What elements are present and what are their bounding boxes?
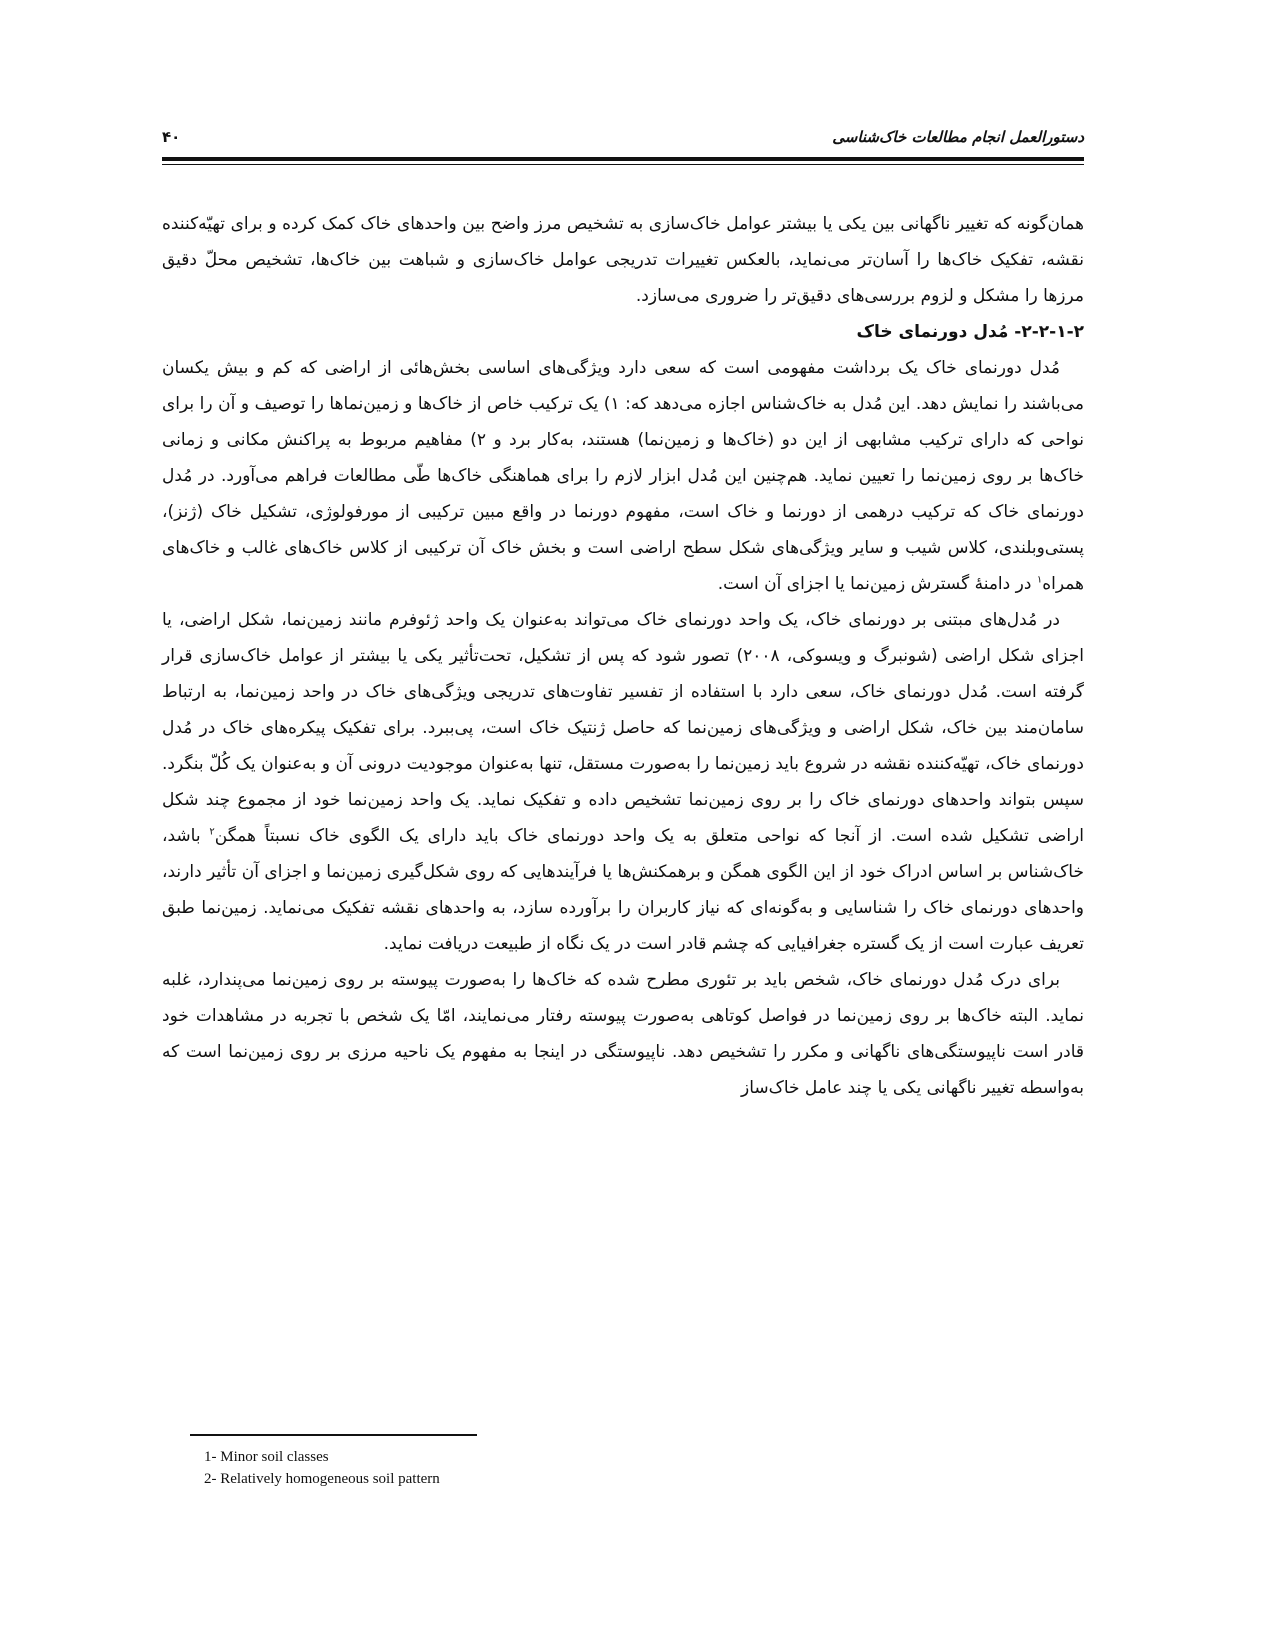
paragraph-4: برای درک مُدل دورنمای خاک، شخص باید بر تئوری مطرح شده که خاک‌ها را به‌صورت پیوسته بر روی زمین‌نما می‌پندارد، غلبه نماید. البته خاک‌ها بر روی زمین‌نما در فواصل کوتاهی به‌صورت پیوسته رفتار می‌نمایند، امّا یک شخص با تجربه در مشاهدات خود قادر است ناپیوستگی‌های ناگهانی و مکرر را تشخیص دهد. ناپیوستگی در اینجا به مفهوم یک ناحیه مرزی بر روی زمین‌نما است که به‌واسطه تغییر ناگهانی یکی یا چند عامل خاک‌ساز bbox=[162, 970, 1084, 1098]
footnote-1: 1- Minor soil classes bbox=[204, 1449, 329, 1465]
paragraph-2 bbox=[162, 350, 1084, 602]
footnotes bbox=[204, 1446, 440, 1490]
footnote-ref-2: ۲ bbox=[209, 826, 215, 838]
paragraph-2-text-b: در دامنهٔ گسترش زمین‌نما یا اجزای آن است. bbox=[717, 574, 1037, 594]
paragraph-3 bbox=[162, 602, 1084, 962]
paragraph-3-text-a: در مُدل‌های مبتنی بر دورنمای خاک، یک واحد دورنمای خاک می‌تواند به‌عنوان یک واحد ژئوفرم مانند زمین‌نما، شکل اراضی، یا اجزای شکل اراضی (شونبرگ و ویسوکی، ۲۰۰۸) تصور شود که پس از تشکیل، تحت‌تأثیر یکی یا بیشتر از عوامل خاک‌سازی قرار گرفته است. مُدل دورنمای خاک، سعی دارد با استفاده از تفسیر تفاوت‌های تدریجی ویژگی‌های خاک در واحد زمین‌نما، به ارتباط سامان‌مند بین خاک، شکل اراضی و ویژگی‌های زمین‌نما که حاصل ژنتیک خاک است، پی‌ببرد. برای تفکیک پیکره‌های خاک در مُدل دورنمای خاک، تهیّه‌کننده نقشه در شروع باید زمین‌نما را به‌صورت مستقل، تنها به‌عنوان موجودیت درونی آن و به‌عنوان یک کُلّ بنگرد. سپس بتواند واحدهای دورنمای خاک را بر روی زمین‌نما تشخیص داده و تفکیک نماید. یک واحد زمین‌نما خود از مجموع چند شکل اراضی تشکیل شده است. از آنجا که نواحی متعلق به یک واحد دورنمای خاک باید دارای یک الگوی خاک نسبتاً همگن bbox=[162, 610, 1084, 846]
header-rule-thin bbox=[162, 164, 1084, 165]
footnote-ref-1: ۱ bbox=[1036, 574, 1043, 586]
page-body bbox=[162, 206, 1084, 1106]
page-number: ۴۰ bbox=[162, 128, 181, 146]
page-header bbox=[162, 122, 1084, 152]
footnote-2: 2- Relatively homogeneous soil pattern bbox=[204, 1471, 440, 1487]
book-title: دستورالعمل انجام مطالعات خاک‌شناسی bbox=[832, 128, 1084, 146]
footnote-separator bbox=[190, 1434, 477, 1436]
section-heading: ۲-۲-۱-۲- مُدل دورنمای خاک bbox=[856, 322, 1084, 342]
paragraph-3-text-b: باشد، خاک‌شناس بر اساس ادراک خود از این الگوی همگن و برهمکنش‌ها یا فرآیندهایی که روی شکل‌گیری زمین‌نما و اجزای آن تأثیر دارند، واحدهای دورنمای خاک را شناسایی و به‌گونه‌ای که نیاز کاربران را برآورده سازد، به واحدهای نقشه تفکیک می‌نماید. زمین‌نما طبق تعریف عبارت است از یک گستره جغرافیایی که چشم قادر است در یک نگاه از طبیعت دریافت نماید. bbox=[162, 826, 1084, 954]
header-rule-thick bbox=[162, 157, 1084, 161]
paragraph-2-text-a: مُدل دورنمای خاک یک برداشت مفهومی است که سعی دارد ویژگی‌های اساسی بخش‌هائی از اراضی که کم و بیش یکسان می‌باشند را نمایش دهد. این مُدل به خاک‌شناس اجازه می‌دهد که: ۱) یک ترکیب خاص از خاک‌ها و زمین‌نماها را توصیف و آن را برای نواحی که دارای ترکیب مشابهی از این دو (خاک‌ها و زمین‌نما) هستند، به‌کار برد و ۲) مفاهیم مربوط به پراکنش مکانی و زمانی خاک‌ها بر روی زمین‌نما را تعیین نماید. هم‌چنین این مُدل ابزار لازم را برای هماهنگی خاک‌ها طّی مطالعات فراهم می‌آورد. در مُدل دورنمای خاک که ترکیب درهمی از دورنما و خاک است، مفهوم دورنما در واقع مبین ترکیبی از مورفولوژی، تشکیل خاک (ژنز)، پستی‌وبلندی، کلاس شیب و سایر ویژگی‌های شکل سطح اراضی است و بخش خاک آن ترکیبی از کلاس خاک‌های غالب و خاک‌های همراه bbox=[162, 358, 1084, 594]
paragraph-1: همان‌گونه که تغییر ناگهانی بین یکی یا بیشتر عوامل خاک‌سازی به تشخیص مرز واضح بین واحدهای خاک کمک کرده و برای تهیّه‌کننده نقشه، تفکیک خاک‌ها را آسان‌تر می‌نماید، بالعکس تغییرات تدریجی عوامل خاک‌سازی و شباهت بین خاک‌ها، تشخیص محلّ دقیق مرزها را مشکل و لزوم بررسی‌های دقیق‌تر را ضروری می‌سازد. bbox=[162, 214, 1084, 306]
